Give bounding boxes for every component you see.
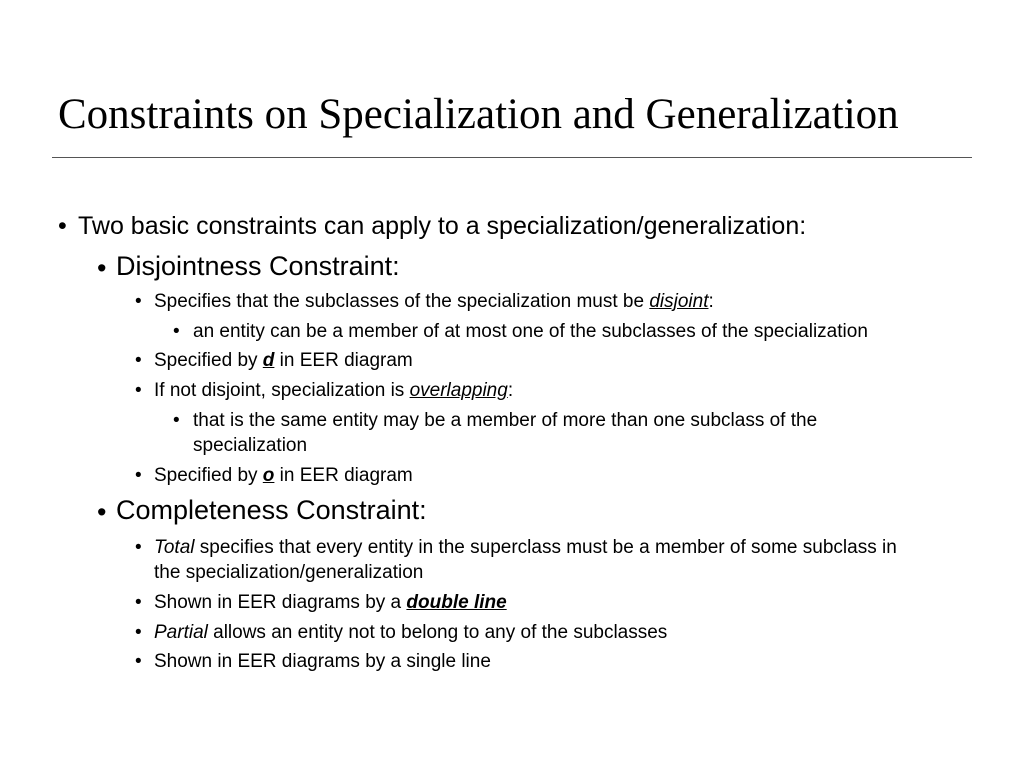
bullet-icon: • (135, 622, 142, 643)
disjointness-point-4: Specified by o in EER diagram (154, 465, 413, 486)
bullet-icon: • (135, 380, 142, 401)
symbol-o: o (262, 465, 275, 486)
completeness-point-2: Shown in EER diagrams by a double line (154, 592, 507, 613)
bullet-icon: • (135, 592, 142, 613)
intro-text: Two basic constraints can apply to a specialization/generalization: (78, 212, 807, 240)
bullet-icon: • (97, 497, 107, 527)
symbol-d: d (262, 350, 275, 371)
bullet-icon: • (135, 465, 142, 486)
bullet-icon: • (135, 291, 142, 312)
bullet-icon: • (173, 410, 180, 431)
bullet-icon: • (58, 212, 67, 240)
disjointness-point-3-sub: that is the same entity may be a member of more than one subclass of the specialization (193, 410, 818, 456)
completeness-point-3: Partial allows an entity not to belong to any of the subclasses (154, 622, 668, 643)
bullet-icon: • (135, 537, 142, 558)
emphasis-disjoint: disjoint (649, 291, 709, 312)
disjointness-point-1: Specifies that the subclasses of the specialization must be disjoint: (154, 291, 714, 312)
emphasis-double-line: double line (406, 592, 507, 613)
bullet-icon: • (135, 350, 142, 371)
emphasis-overlapping: overlapping (409, 380, 508, 401)
emphasis-partial: Partial (154, 622, 208, 643)
bullet-icon: • (97, 253, 107, 283)
disjointness-point-2: Specified by d in EER diagram (154, 350, 413, 371)
completeness-point-4: Shown in EER diagrams by a single line (154, 651, 491, 672)
bullet-icon: • (135, 651, 142, 672)
disjointness-point-1-sub: an entity can be a member of at most one of the subclasses of the specialization (193, 321, 868, 342)
completeness-point-1: Total specifies that every entity in the superclass must be a member of some subclass in the specialization/generalization (154, 537, 897, 583)
emphasis-total: Total (154, 537, 195, 558)
disjointness-heading: Disjointness Constraint: (116, 251, 400, 281)
completeness-heading: Completeness Constraint: (116, 495, 427, 525)
disjointness-point-3: If not disjoint, specialization is overlapping: (154, 380, 514, 401)
slide-title: Constraints on Specialization and Generalization (58, 91, 899, 138)
bullet-icon: • (173, 321, 180, 342)
